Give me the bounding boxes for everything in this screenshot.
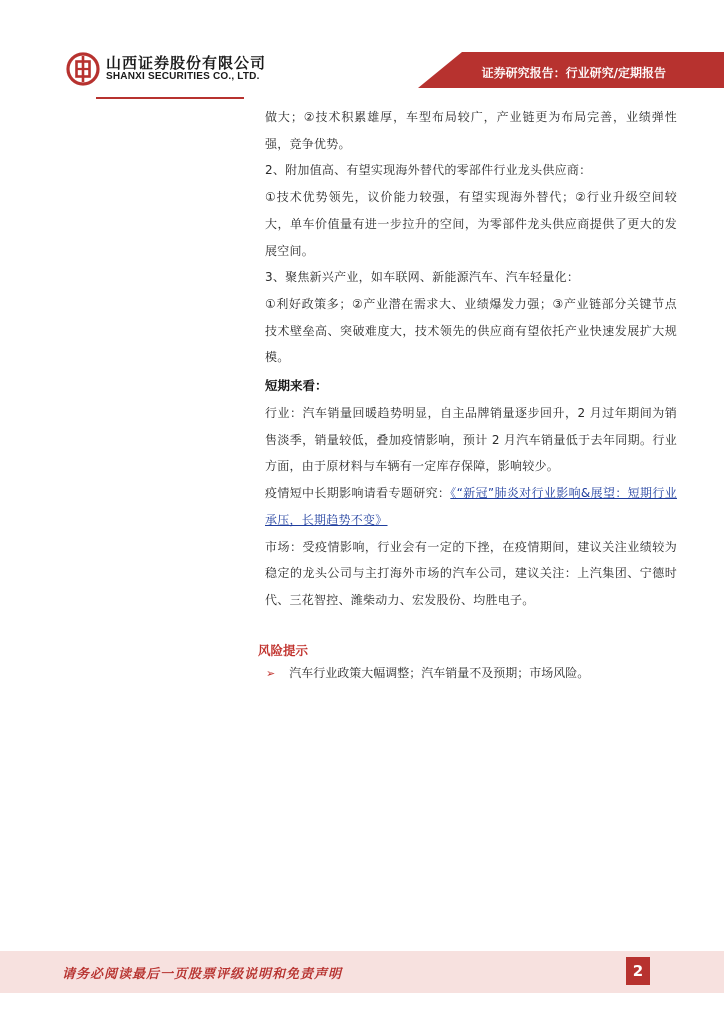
paragraph-research-ref xyxy=(265,480,677,533)
report-type-label: 证券研究报告：行业研究/定期报告 xyxy=(481,66,666,80)
paragraph-industry: 行业：汽车销量回暖趋势明显，自主品牌销量逐步回升，2 月过年期间为销售淡季，销量较低，叠加疫情影响，预计 2 月汽车销量低于去年同期。行业方面，由于原材料与车辆有一定库存保障，影响较少。 xyxy=(265,406,677,474)
risk-item-text: 汽车行业政策大幅调整；汽车销量不及预期；市场风险。 xyxy=(289,666,590,680)
paragraph-1: 做大；②技术积累雄厚，车型布局较广，产业链更为布局完善，业绩弹性强，竞争优势。 xyxy=(265,110,677,151)
disclaimer-notice: 请务必阅读最后一页股票评级说明和免责声明 xyxy=(62,967,343,982)
company-name-cn: 山西证券股份有限公司 xyxy=(106,54,267,72)
company-name-en: SHANXI SECURITIES CO., LTD. xyxy=(106,71,260,82)
research-ref-prefix: 疫情短中长期影响请看专题研究： xyxy=(265,486,451,501)
risk-title: 风险提示 xyxy=(258,643,309,658)
paragraph-3: ①技术优势领先，议价能力较强，有望实现海外替代；②行业升级空间较大，单车价值量有进一步拉升的空间，为零部件龙头供应商提供了更大的发展空间。 xyxy=(265,190,677,258)
paragraph-market: 市场：受疫情影响，行业会有一定的下挫，在疫情期间，建议关注业绩较为稳定的龙头公司与主打海外市场的汽车公司，建议关注：上汽集团、宁德时代、三花智控、潍柴动力、宏发股份、均胜电子。 xyxy=(265,539,677,607)
page-number: 2 xyxy=(626,957,650,985)
report-body xyxy=(265,104,677,614)
risk-list-item xyxy=(266,664,589,681)
company-logo-icon xyxy=(66,52,100,86)
header-divider xyxy=(96,97,244,99)
short-term-heading: 短期来看： xyxy=(265,378,328,394)
page-header xyxy=(0,0,724,100)
paragraph-2: 2、附加值高、有望实现海外替代的零部件行业龙头供应商： xyxy=(265,163,592,178)
paragraph-5: ①利好政策多；②产业潜在需求大、业绩爆发力强；③产业链部分关键节点技术壁垒高、突破难度大，技术领先的供应商有望依托产业快速发展扩大规模。 xyxy=(265,296,677,365)
arrow-bullet-icon: ➢ xyxy=(266,667,276,680)
paragraph-4: 3、聚焦新兴产业，如车联网、新能源汽车、汽车轻量化： xyxy=(265,270,580,285)
research-report-link[interactable]: 《“新冠”肺炎对行业影响&展望：短期行业承压，长期趋势不变》 xyxy=(265,486,677,527)
